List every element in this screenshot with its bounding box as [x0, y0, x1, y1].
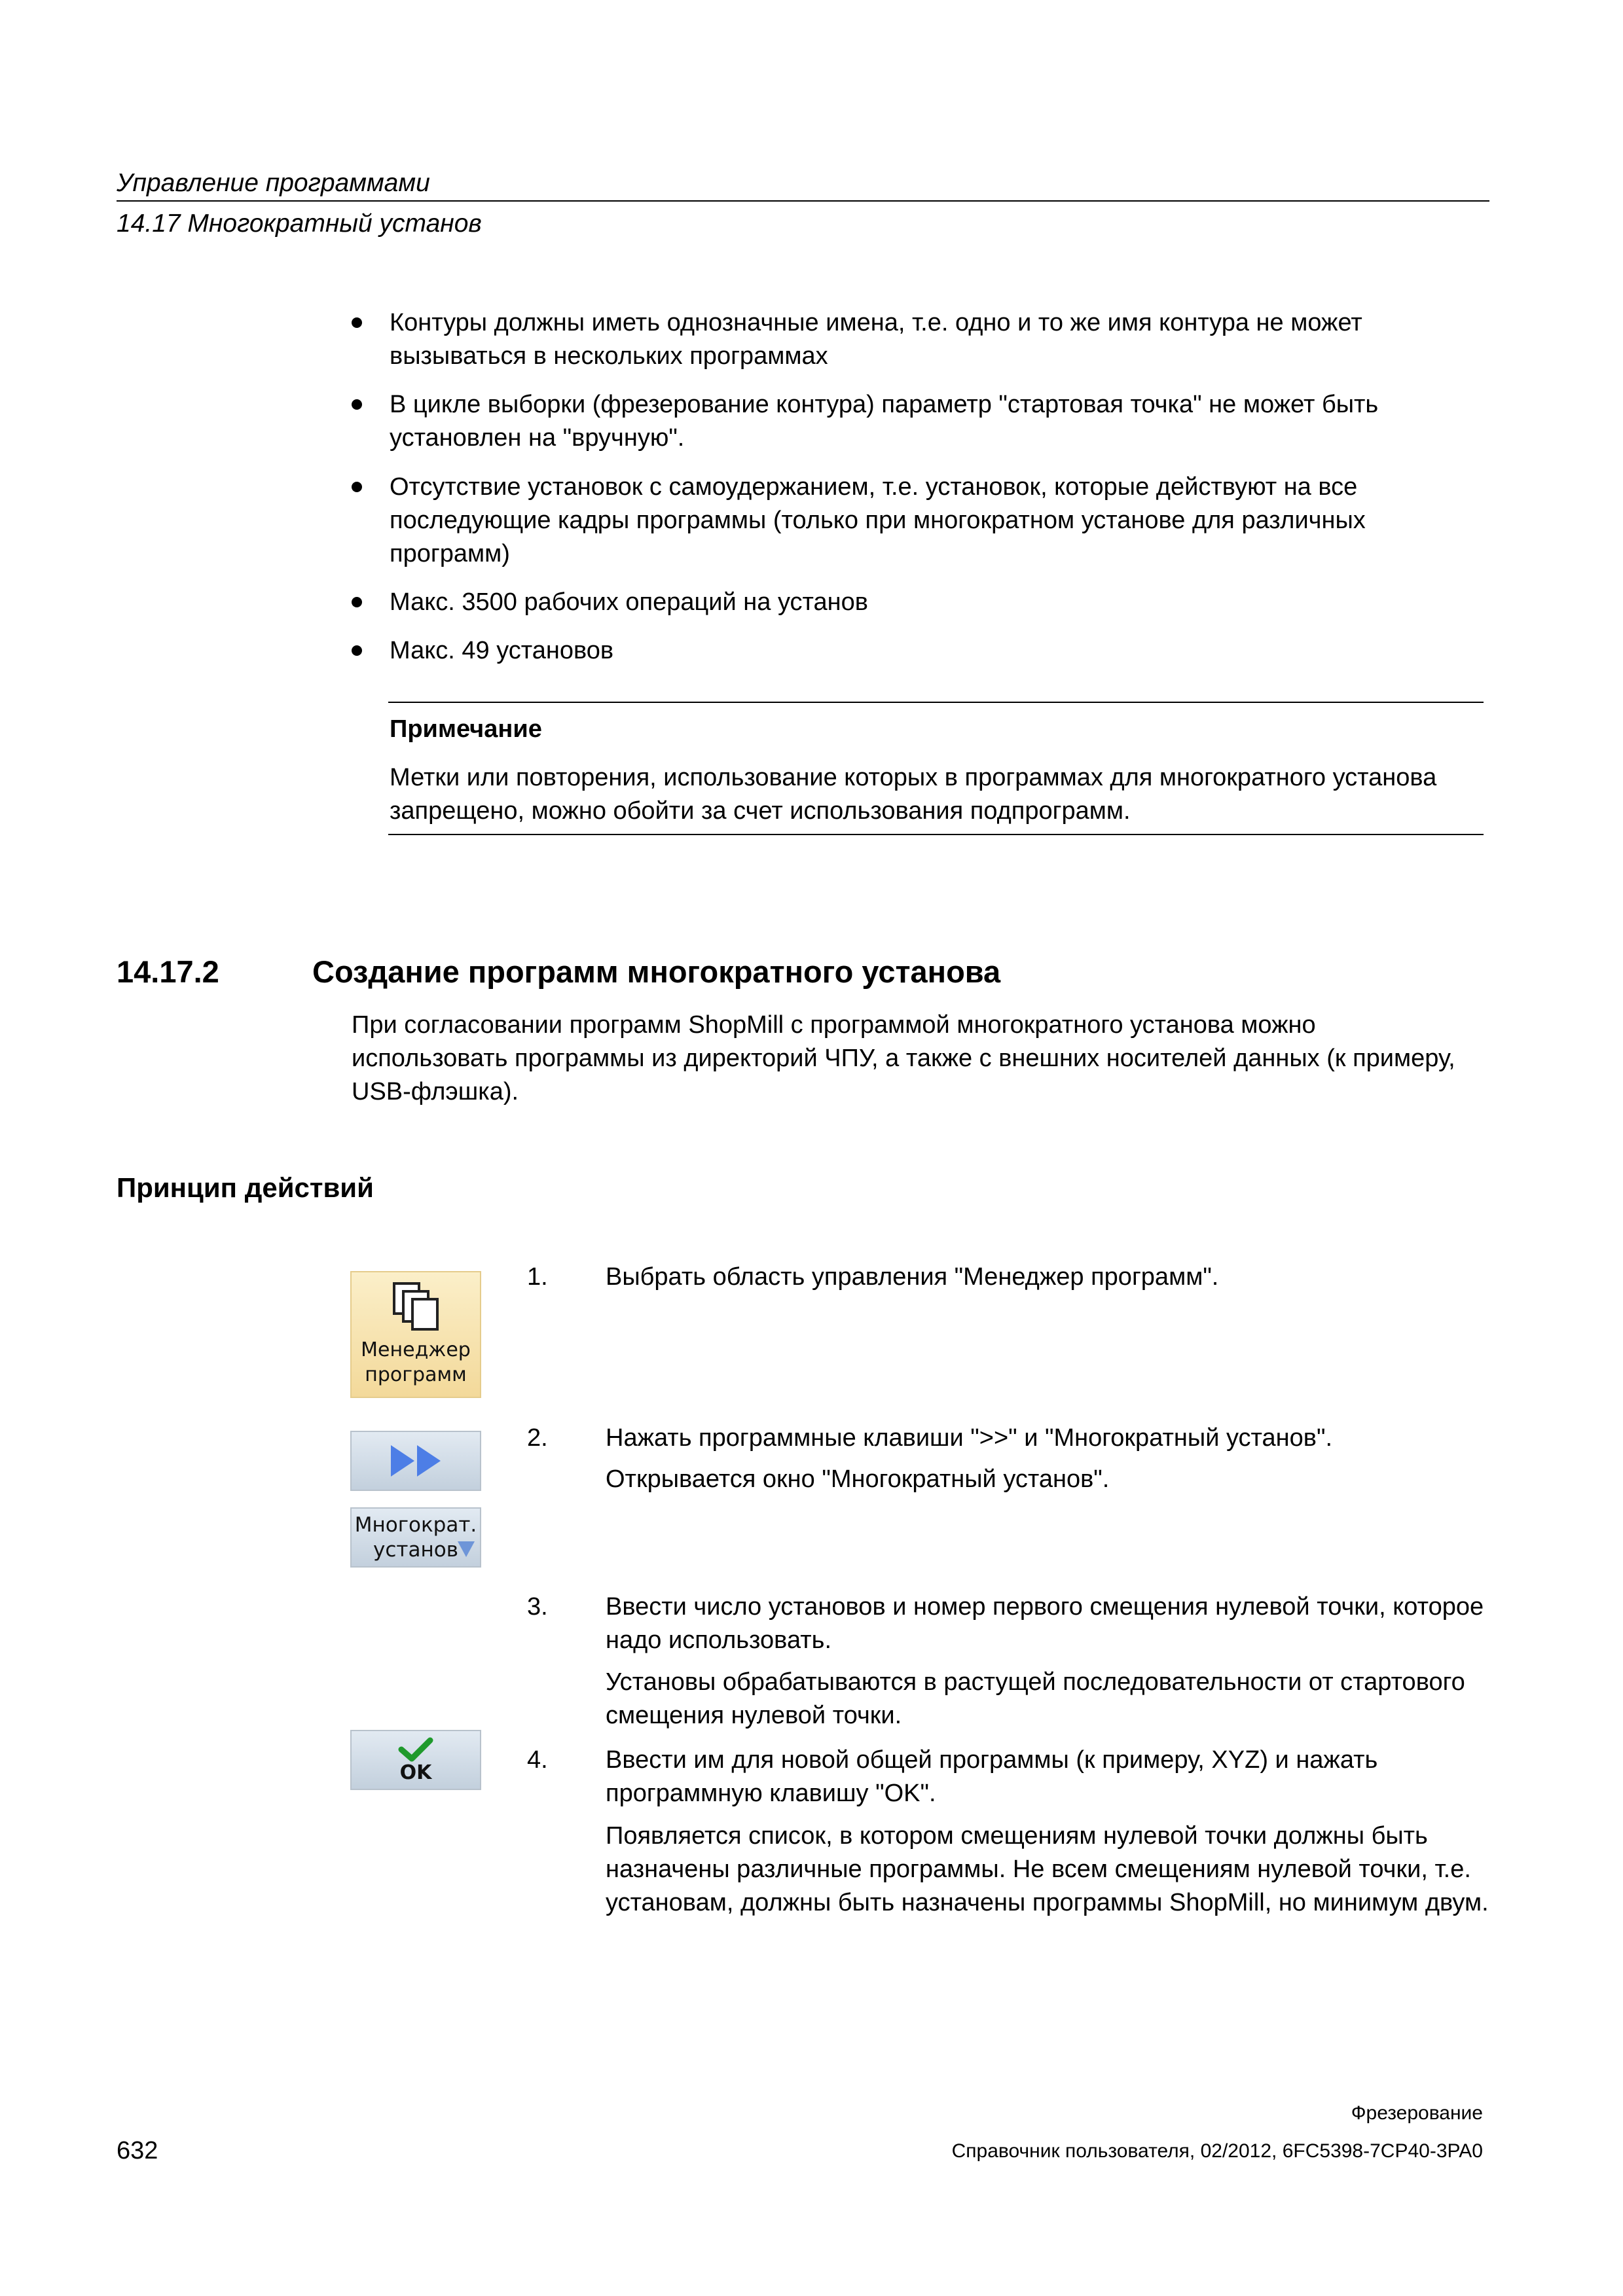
multi-setup-label: Многократ. установ — [354, 1513, 477, 1562]
step-2-result: Открывается окно "Многократный установ". — [606, 1465, 1110, 1493]
note-title: Примечание — [390, 715, 542, 743]
submenu-arrow-icon — [456, 1540, 476, 1558]
section-number: 14.17.2 — [117, 954, 219, 989]
header-rule — [117, 200, 1489, 202]
forward-softkey[interactable] — [350, 1431, 481, 1491]
note-bottom-rule — [388, 834, 1484, 835]
bullet-marker — [352, 317, 362, 328]
bullet-marker — [352, 482, 362, 492]
bullet-marker — [352, 399, 362, 410]
step-4-result: Появляется список, в котором смещениям нулевой точки должны быть назначены различные программы. Не всем смещениям нулевой точки, т.е. установам, должны быть назначены программы ShopMill, но минимум двум. — [606, 1822, 1489, 1916]
program-manager-icon — [392, 1282, 439, 1331]
note-top-rule — [388, 702, 1484, 703]
multi-setup-softkey[interactable] — [350, 1507, 481, 1568]
bullet-item-max-setups: Макс. 49 установов — [390, 637, 614, 664]
footer-manual: Справочник пользователя, 02/2012, 6FC5398-7CP40-3PA0 — [951, 2140, 1483, 2162]
bullet-marker — [352, 597, 362, 607]
step-3-text: Ввести число установов и номер первого смещения нулевой точки, которое надо использовать. — [606, 1593, 1484, 1654]
running-header-section: 14.17 Многократный установ — [117, 209, 482, 238]
section-intro: При согласовании программ ShopMill с программой многократного установа можно использовать программы из директорий ЧПУ, а также с внешних носителей данных (к примеру, USB-флэшка). — [352, 1011, 1455, 1105]
page-number: 632 — [117, 2137, 158, 2164]
step-number: 1. — [527, 1263, 548, 1291]
ok-softkey[interactable] — [350, 1730, 481, 1790]
bullet-item-contour-names: Контуры должны иметь однозначные имена, т.е. одно и то же имя контура не может вызываться в нескольких программах — [390, 309, 1362, 370]
step-number: 2. — [527, 1424, 548, 1452]
step-2-text: Нажать программные клавиши ">>" и "Многократный установ". — [606, 1424, 1333, 1452]
running-header-chapter: Управление программами — [117, 169, 430, 197]
bullet-item-max-operations: Макс. 3500 рабочих операций на установ — [390, 588, 868, 616]
program-manager-softkey[interactable] — [350, 1271, 481, 1398]
step-1-text: Выбрать область управления "Менеджер программ". — [606, 1263, 1219, 1291]
step-3-result: Установы обрабатываются в растущей последовательности от стартового смещения нулевой точки. — [606, 1668, 1465, 1729]
bullet-marker — [352, 645, 362, 656]
note-text: Метки или повторения, использование которых в программах для многократного установа запрещено, можно обойти за счет использования подпрограмм. — [390, 764, 1437, 825]
step-number: 4. — [527, 1746, 548, 1774]
program-manager-label: Менеджер программ — [361, 1338, 471, 1386]
bullet-item-start-point: В цикле выборки (фрезерование контура) параметр "стартовая точка" не может быть установлен на "вручную". — [390, 391, 1379, 452]
procedure-heading: Принцип действий — [117, 1172, 374, 1203]
ok-label: OK — [399, 1761, 432, 1784]
double-chevron-right-icon — [388, 1443, 443, 1479]
checkmark-icon — [397, 1736, 434, 1763]
section-title: Создание программ многократного установа — [312, 954, 1001, 989]
footer-product: Фрезерование — [1351, 2102, 1483, 2124]
step-4-text: Ввести им для новой общей программы (к примеру, XYZ) и нажать программную клавишу "OK". — [606, 1746, 1378, 1807]
step-number: 3. — [527, 1593, 548, 1621]
bullet-item-self-holding: Отсутствие установок с самоудержанием, т.е. установок, которые действуют на все последующие кадры программы (только при многократном установе для различных программ) — [390, 473, 1366, 567]
